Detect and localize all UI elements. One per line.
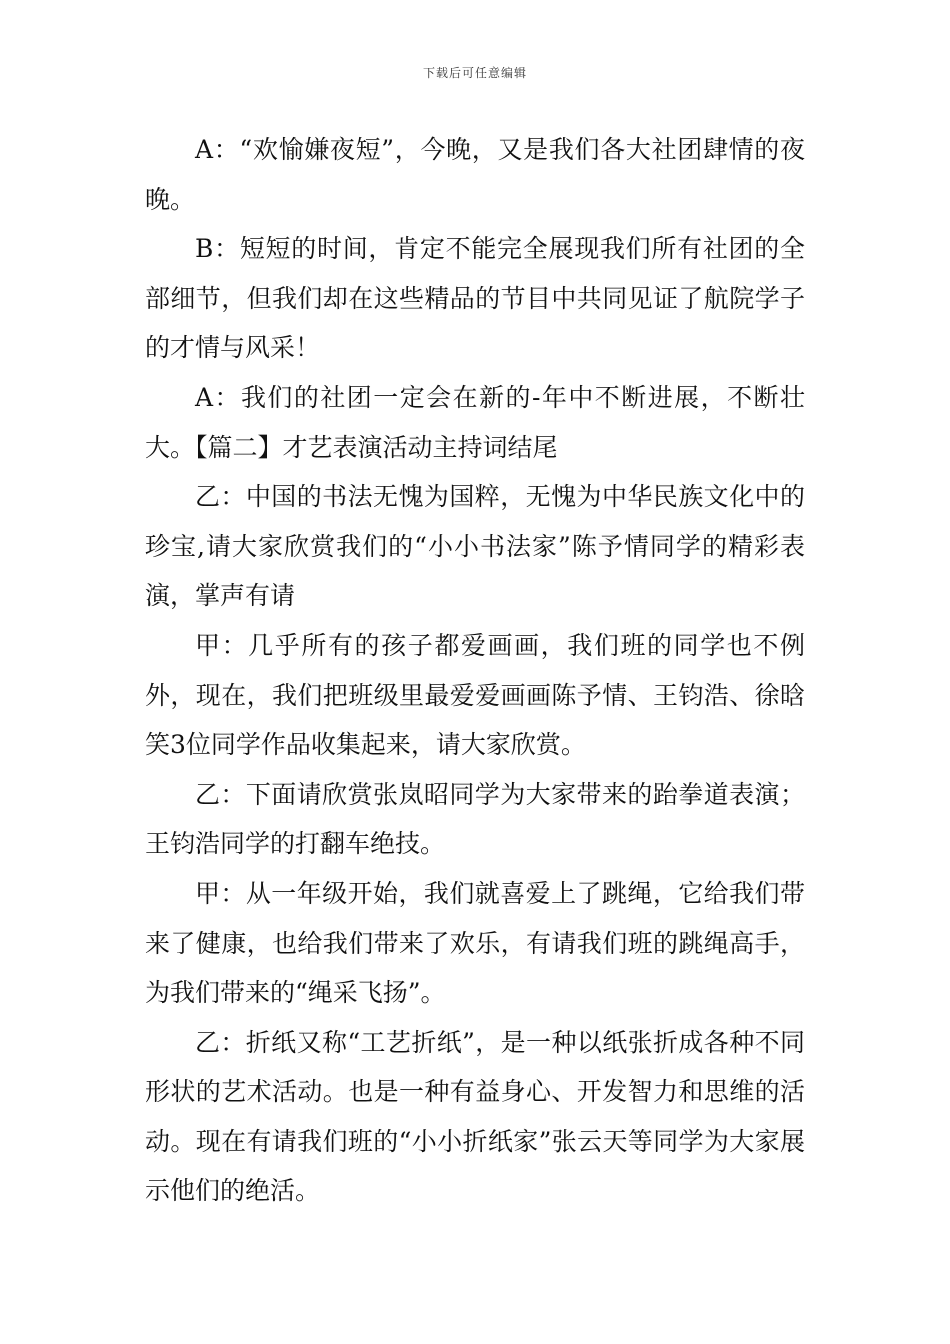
- paragraph-host-a-closing: A：我们的社团一定会在新的-年中不断进展，不断壮大。【篇二】才艺表演活动主持词结尾: [145, 382, 805, 462]
- paragraph-taekwondo: 乙：下面请欣赏张岚昭同学为大家带来的跆拳道表演；王钧浩同学的打翻车绝技。: [145, 779, 805, 859]
- paragraph-calligraphy: 乙：中国的书法无愧为国粹，无愧为中华民族文化中的珍宝,请大家欣赏我们的“小小书法家”陈予情同学的精彩表演，掌声有请: [145, 482, 805, 611]
- paragraph-host-b: B：短短的时间，肯定不能完全展现我们所有社团的全部细节，但我们却在这些精品的节目中共同见证了航院学子的才情与风采！: [145, 234, 805, 363]
- paragraph-origami: 乙：折纸又称“工艺折纸”，是一种以纸张折成各种不同形状的艺术活动。也是一种有益身心、开发智力和思维的活动。现在有请我们班的“小小折纸家”张云天等同学为大家展示他们的绝活。: [145, 1027, 805, 1206]
- document-body: [145, 125, 805, 1216]
- paragraph-host-a-opening: A：“欢愉嫌夜短”，今晚，又是我们各大社团肆情的夜晚。: [145, 135, 805, 214]
- paragraph-painting: 甲：几乎所有的孩子都爱画画，我们班的同学也不例外，现在，我们把班级里最爱爱画画陈予情、王钧浩、徐晗笑3位同学作品收集起来，请大家欣赏。: [145, 630, 805, 760]
- paragraph-jump-rope: 甲：从一年级开始，我们就喜爱上了跳绳，它给我们带来了健康，也给我们带来了欢乐，有请我们班的跳绳高手，为我们带来的“绳采飞扬”。: [145, 878, 805, 1008]
- page-header-note: 下载后可任意编辑: [422, 66, 527, 80]
